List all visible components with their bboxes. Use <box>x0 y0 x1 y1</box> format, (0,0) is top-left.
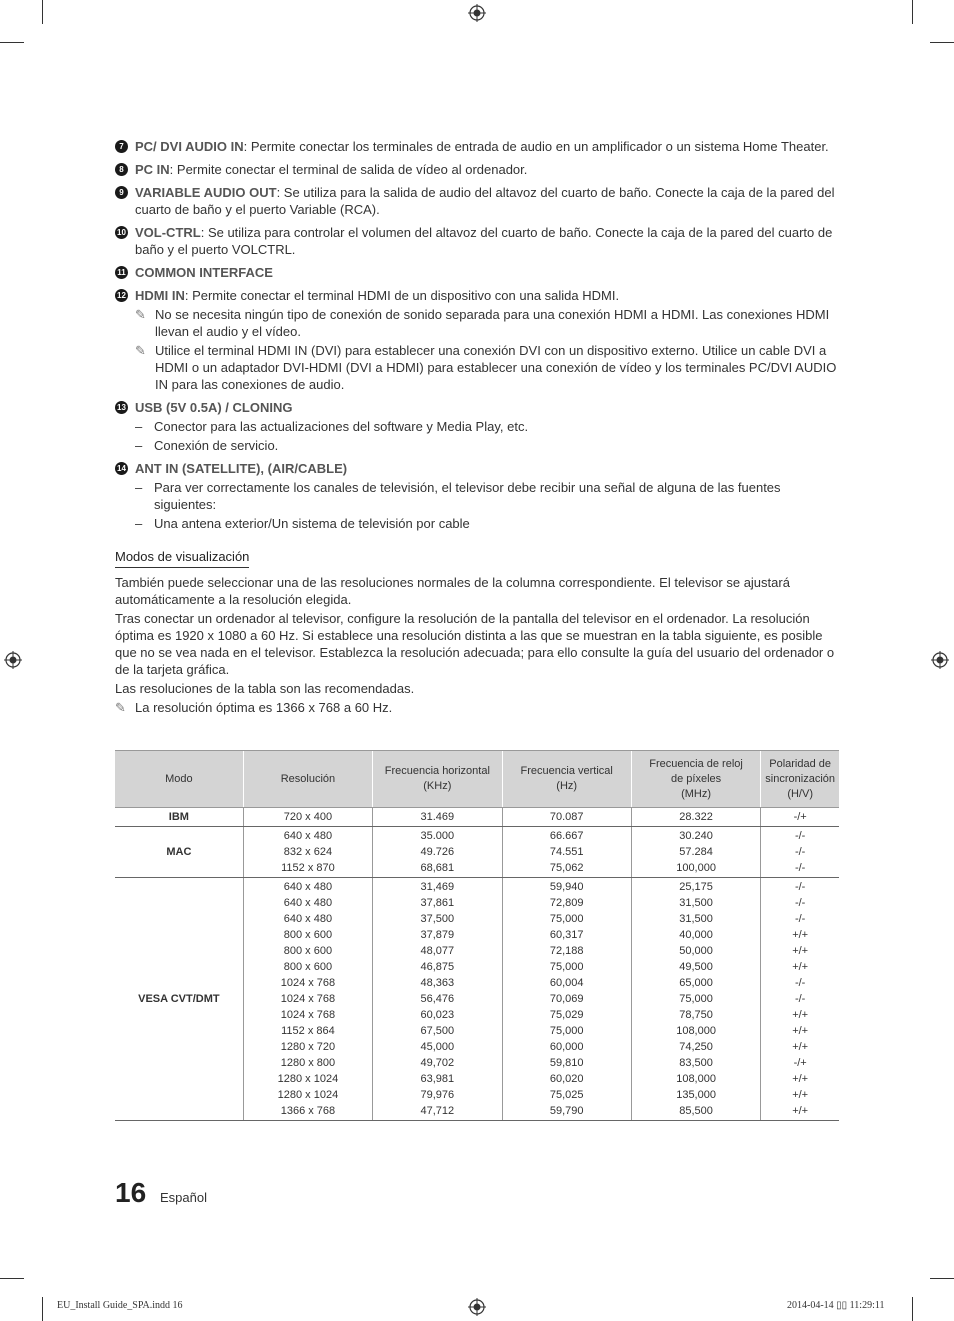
crop-mark <box>930 1278 954 1279</box>
connector-term: ANT IN (SATELLITE), (AIR/CABLE) <box>135 461 348 476</box>
cell-value: 70.087 <box>549 811 584 823</box>
cell-value: 60,000 <box>549 1041 584 1053</box>
col-header-sync-polarity: Polaridad de sincronización (H/V) <box>761 751 839 808</box>
cell-value: +/+ <box>792 1009 809 1021</box>
sync-polarity-cell <box>761 827 839 878</box>
crop-mark <box>0 1278 24 1279</box>
cell-value: 78,750 <box>679 1009 713 1021</box>
connector-term: VARIABLE AUDIO OUT <box>135 185 277 200</box>
cell-value: 40,000 <box>679 929 713 941</box>
cell-value: 72,809 <box>549 897 584 909</box>
cell-value: 68,681 <box>420 862 455 874</box>
cell-value: 31.469 <box>420 811 455 823</box>
display-modes-table <box>115 750 839 1121</box>
connector-description: : Permite conectar el terminal de salida de vídeo al ordenador. <box>169 162 528 177</box>
note <box>115 699 839 716</box>
cell-value: +/+ <box>792 1025 809 1037</box>
cell-value: 60,317 <box>549 929 584 941</box>
cell-value: 75,000 <box>549 1025 584 1037</box>
cell-value: 59,940 <box>549 881 584 893</box>
note-pencil-icon: ✎ <box>135 307 146 322</box>
sub-item <box>135 479 839 513</box>
cell-value: 28.322 <box>679 811 713 823</box>
cell-value: 47,712 <box>420 1105 455 1117</box>
vertical-frequency-cell <box>502 808 631 827</box>
cell-value: 1024 x 768 <box>280 993 336 1005</box>
cell-value: 640 x 480 <box>283 913 333 925</box>
item-number: 10 <box>115 226 128 239</box>
note-text: No se necesita ningún tipo de conexión de sonido separada para una conexión HDMI a HDMI. Las conexiones HDMI llevan el audio y el vídeo. <box>155 307 830 339</box>
connector-item <box>115 399 839 454</box>
cell-value: 75,000 <box>679 993 713 1005</box>
cell-value: 1280 x 1024 <box>277 1073 339 1085</box>
dash-mark: – <box>135 516 143 531</box>
cell-value: 57.284 <box>679 846 713 858</box>
item-number: 7 <box>115 140 128 153</box>
cell-value: 25,175 <box>679 881 713 893</box>
crop-mark <box>42 1297 43 1321</box>
connector-item <box>115 460 839 532</box>
sub-item <box>135 418 839 435</box>
note <box>135 306 839 340</box>
registration-mark-icon <box>4 651 22 669</box>
sync-polarity-cell <box>761 878 839 1121</box>
cell-value: 1024 x 768 <box>280 977 336 989</box>
cell-value: 48,077 <box>420 945 455 957</box>
dash-mark: – <box>135 480 143 495</box>
vertical-frequency-cell <box>502 827 631 878</box>
cell-value: 1366 x 768 <box>280 1105 336 1117</box>
cell-value: 1280 x 720 <box>280 1041 336 1053</box>
vertical-frequency-cell <box>502 878 631 1121</box>
mode-cell: MAC <box>115 827 243 878</box>
cell-value: 45,000 <box>420 1041 455 1053</box>
cell-value: 74,250 <box>679 1041 713 1053</box>
registration-mark-icon <box>931 651 949 669</box>
note-pencil-icon: ✎ <box>115 700 126 715</box>
connector-description: : Permite conectar los terminales de entrada de audio en un amplificador o un sistema Home Theater. <box>243 139 829 154</box>
dash-mark: – <box>135 438 143 453</box>
connector-description: : Permite conectar el terminal HDMI de un dispositivo con una salida HDMI. <box>184 288 620 303</box>
item-number: 12 <box>115 289 128 302</box>
sub-item-text: Conexión de servicio. <box>154 438 279 453</box>
cell-value: -/- <box>794 993 806 1005</box>
section-title: Modos de visualización <box>115 548 249 568</box>
cell-value: 60,023 <box>420 1009 455 1021</box>
cell-value: 100,000 <box>676 862 716 874</box>
paragraph: Las resoluciones de la tabla son las recomendadas. <box>115 681 415 696</box>
cell-value: 59,790 <box>549 1105 584 1117</box>
connector-description: : Se utiliza para controlar el volumen del altavoz del cuarto de baño. Conecte la caja de la pared del cuarto de baño y el puerto VOLCTRL. <box>135 225 833 257</box>
cell-value: 1024 x 768 <box>280 1009 336 1021</box>
cell-value: 49.726 <box>420 846 455 858</box>
cell-value: 1280 x 800 <box>280 1057 336 1069</box>
page-number: 16 <box>115 1177 147 1208</box>
connector-description: : Se utiliza para la salida de audio del altavoz del cuarto de baño. Conecte la caja de la pared del cuarto de baño y el puerto Variable (RCA). <box>135 185 835 217</box>
cell-value: -/- <box>794 977 806 989</box>
cell-value: +/+ <box>792 1089 809 1101</box>
paragraph: Tras conectar un ordenador al televisor, configure la resolución de la pantalla del televisor en el ordenador. La resolución óptima es 1920 x 1080 a 60 Hz. Si establece una resolución distinta a las que se muestran en la tabla siguiente, es posible que no se vea nada en el televisor. Establezca la resolución adecuada; para ello consulte la guía del usuario del ordenador o de la tarjeta gráfica. <box>115 611 835 677</box>
cell-value: 83,500 <box>679 1057 713 1069</box>
cell-value: 59,810 <box>549 1057 584 1069</box>
item-number: 11 <box>115 266 128 279</box>
cell-value: 1152 x 870 <box>281 862 335 874</box>
cell-value: 35.000 <box>420 830 455 842</box>
cell-value: 37,861 <box>420 897 455 909</box>
cell-value: 800 x 600 <box>283 945 333 957</box>
note-text: Utilice el terminal HDMI IN (DVI) para establecer una conexión DVI con un dispositivo externo. Utilice un cable DVI a HDMI o un adaptador DVI-HDMI (DVI a HDMI) para establecer una conexión de vídeo y los terminales PC/DVI AUDIO IN para las conexiones de audio. <box>155 343 837 392</box>
cell-value: 108,000 <box>676 1073 716 1085</box>
cell-value: 75,000 <box>549 913 584 925</box>
cell-value: +/+ <box>792 945 809 957</box>
cell-value: -/- <box>794 830 806 842</box>
cell-value: 37,879 <box>420 929 455 941</box>
footer-timestamp: 2014-04-14 ▯▯ 11:29:11 <box>787 1300 885 1311</box>
cell-value: -/- <box>794 897 806 909</box>
item-number: 14 <box>115 462 128 475</box>
cell-value: 1280 x 1024 <box>277 1089 339 1101</box>
cell-value: 31,469 <box>420 881 455 893</box>
cell-value: 135,000 <box>676 1089 716 1101</box>
cell-value: 108,000 <box>676 1025 716 1037</box>
cell-value: 60,004 <box>549 977 584 989</box>
cell-value: -/+ <box>793 1057 807 1069</box>
cell-value: 30.240 <box>679 830 713 842</box>
connector-item <box>115 138 839 155</box>
cell-value: +/+ <box>792 1105 809 1117</box>
connector-item <box>115 184 839 218</box>
crop-mark <box>42 0 43 24</box>
cell-value: 640 x 480 <box>283 830 333 842</box>
sub-item <box>135 437 839 454</box>
sub-item-text: Conector para las actualizaciones del software y Media Play, etc. <box>154 419 529 434</box>
sub-item <box>135 515 839 532</box>
cell-value: 66.667 <box>549 830 584 842</box>
connector-term: COMMON INTERFACE <box>135 265 273 280</box>
resolution-cell <box>243 878 372 1121</box>
connector-term: PC IN <box>135 162 170 177</box>
item-number: 9 <box>115 186 128 199</box>
connector-item <box>115 161 839 178</box>
item-number: 13 <box>115 401 128 414</box>
cell-value: 49,500 <box>679 961 713 973</box>
resolution-cell <box>243 827 372 878</box>
connector-item <box>115 287 839 393</box>
footer-file-info: EU_Install Guide_SPA.indd 16 <box>57 1300 183 1311</box>
cell-value: -/+ <box>793 811 807 823</box>
sub-item-text: Para ver correctamente los canales de televisión, el televisor debe recibir una señal de alguna de las fuentes siguientes: <box>154 480 781 512</box>
cell-value: +/+ <box>792 929 809 941</box>
cell-value: 70,069 <box>549 993 584 1005</box>
cell-value: -/- <box>794 913 806 925</box>
table-row <box>115 878 839 1121</box>
mode-cell: IBM <box>115 808 243 827</box>
sub-item-text: Una antena exterior/Un sistema de televisión por cable <box>154 516 470 531</box>
cell-value: 65,000 <box>679 977 713 989</box>
horizontal-frequency-cell <box>373 878 502 1121</box>
main-content <box>115 138 839 716</box>
connector-term: VOL-CTRL <box>135 225 201 240</box>
cell-value: 72,188 <box>549 945 584 957</box>
cell-value: -/- <box>794 862 806 874</box>
col-header-horizontal-frequency: Frecuencia horizontal (KHz) <box>373 751 502 808</box>
crop-mark <box>912 0 913 24</box>
crop-mark <box>912 1297 913 1321</box>
item-number: 8 <box>115 163 128 176</box>
col-header-mode: Modo <box>115 751 243 808</box>
mode-cell: VESA CVT/DMT <box>115 878 243 1121</box>
cell-value: 800 x 600 <box>283 961 333 973</box>
cell-value: 56,476 <box>420 993 455 1005</box>
cell-value: -/- <box>794 846 806 858</box>
cell-value: 75,000 <box>549 961 584 973</box>
cell-value: 75,025 <box>549 1089 584 1101</box>
cell-value: 79,976 <box>420 1089 455 1101</box>
cell-value: 74.551 <box>549 846 584 858</box>
pixel-clock-cell <box>631 808 760 827</box>
pixel-clock-cell <box>631 827 760 878</box>
page-language: Español <box>160 1190 207 1205</box>
table-row <box>115 827 839 878</box>
resolution-cell <box>243 808 372 827</box>
cell-value: 31,500 <box>679 913 713 925</box>
cell-value: -/- <box>794 881 806 893</box>
pixel-clock-cell <box>631 878 760 1121</box>
cell-value: 640 x 480 <box>283 881 333 893</box>
cell-value: 75,029 <box>549 1009 584 1021</box>
cell-value: 1152 x 864 <box>281 1025 335 1037</box>
cell-value: 800 x 600 <box>283 929 333 941</box>
cell-value: 67,500 <box>420 1025 455 1037</box>
cell-value: +/+ <box>792 1073 809 1085</box>
table-header-row <box>115 751 839 808</box>
connector-item <box>115 264 839 281</box>
cell-value: 640 x 480 <box>283 897 333 909</box>
note-text: La resolución óptima es 1366 x 768 a 60 Hz. <box>135 700 393 715</box>
cell-value: +/+ <box>792 1041 809 1053</box>
cell-value: 720 x 400 <box>283 811 333 823</box>
crop-mark <box>930 42 954 43</box>
cell-value: 37,500 <box>420 913 455 925</box>
cell-value: 75,062 <box>549 862 584 874</box>
cell-value: 50,000 <box>679 945 713 957</box>
connector-item <box>115 224 839 258</box>
connector-term: USB (5V 0.5A) / CLONING <box>135 400 293 415</box>
connector-term: HDMI IN <box>135 288 185 303</box>
col-header-resolution: Resolución <box>243 751 372 808</box>
horizontal-frequency-cell <box>373 827 502 878</box>
cell-value: 60,020 <box>549 1073 584 1085</box>
sync-polarity-cell <box>761 808 839 827</box>
connector-term: PC/ DVI AUDIO IN <box>135 139 244 154</box>
cell-value: 31,500 <box>679 897 713 909</box>
horizontal-frequency-cell <box>373 808 502 827</box>
cell-value: 832 x 624 <box>283 846 333 858</box>
cell-value: 46,875 <box>420 961 455 973</box>
note-pencil-icon: ✎ <box>135 343 146 358</box>
cell-value: 49,702 <box>420 1057 455 1069</box>
paragraph: También puede seleccionar una de las resoluciones normales de la columna correspondiente. El televisor se ajustará automáticamente a la resolución elegida. <box>115 575 790 607</box>
cell-value: +/+ <box>792 961 809 973</box>
registration-mark-icon <box>468 1298 486 1316</box>
col-header-vertical-frequency: Frecuencia vertical (Hz) <box>502 751 631 808</box>
col-header-pixel-clock: Frecuencia de reloj de píxeles (MHz) <box>631 751 760 808</box>
cell-value: 48,363 <box>420 977 455 989</box>
table-row <box>115 808 839 827</box>
cell-value: 85,500 <box>679 1105 713 1117</box>
cell-value: 63,981 <box>420 1073 455 1085</box>
note <box>135 342 839 393</box>
registration-mark-icon <box>468 4 486 22</box>
dash-mark: – <box>135 419 143 434</box>
crop-mark <box>0 42 24 43</box>
